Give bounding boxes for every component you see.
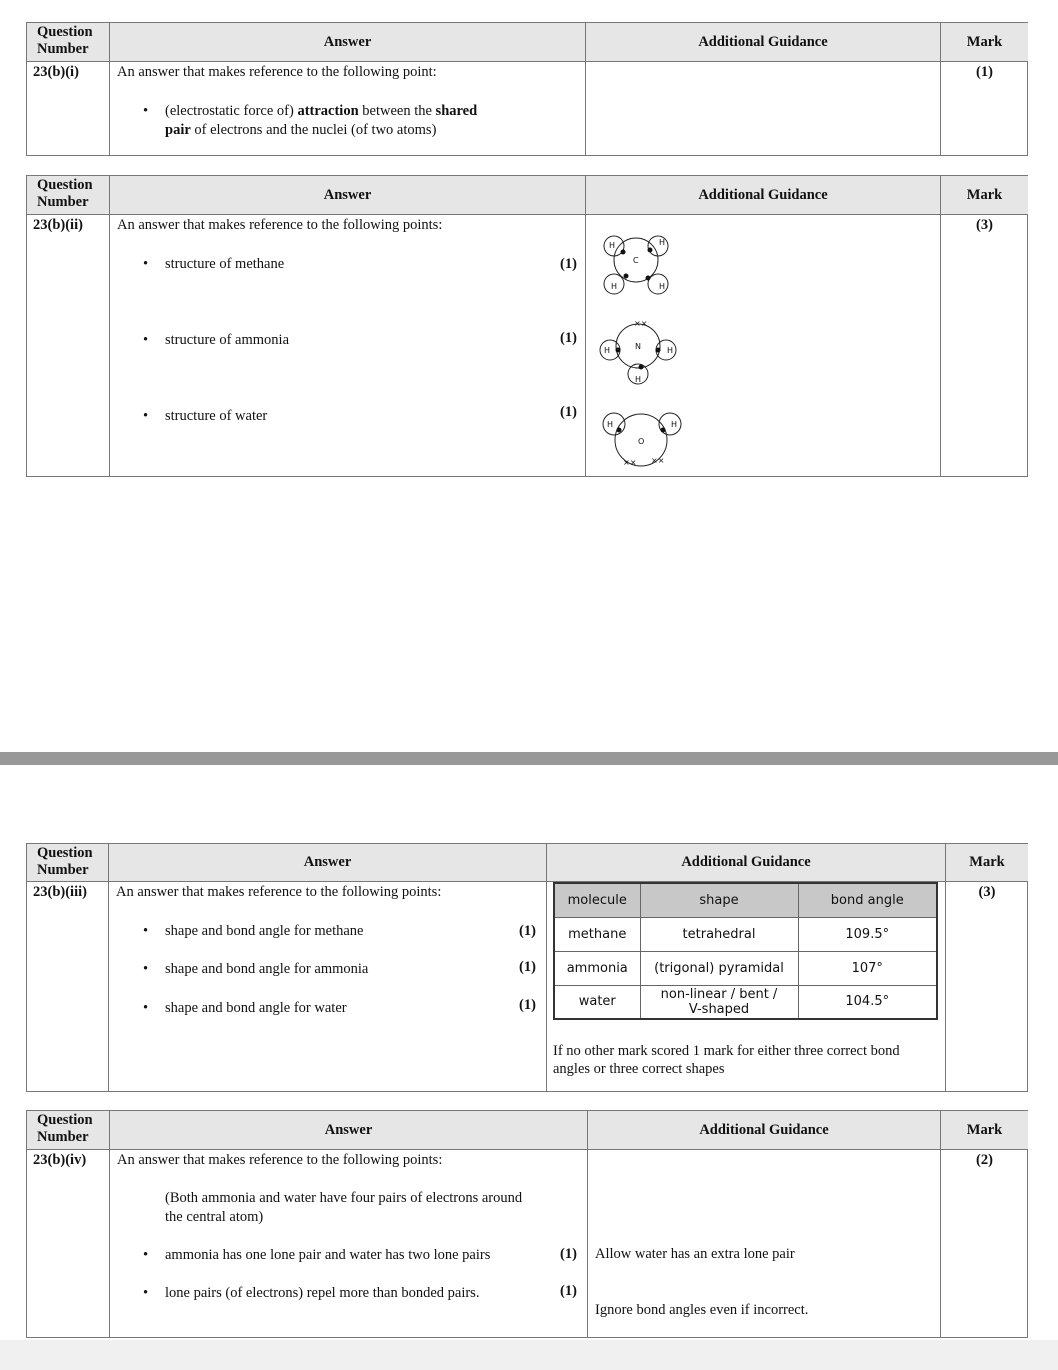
answer-header: Answer — [110, 23, 585, 62]
question-number: 23(b)(i) — [33, 64, 79, 80]
cell: (trigonal) pyramidal — [640, 951, 798, 985]
svg-text:N: N — [635, 342, 641, 351]
answer-col — [110, 23, 586, 155]
question-number: 23(b)(iv) — [33, 1152, 87, 1168]
svg-text:H: H — [667, 346, 674, 355]
question-23biv-table — [26, 1110, 1028, 1338]
answer-point: • shape and bond angle for methane — [165, 923, 364, 940]
svg-text:H: H — [607, 420, 614, 429]
answer-point: • (electrostatic force of) attraction between the shared pair of electrons and the nuclei (of two atoms) — [165, 102, 545, 140]
answer-point: • structure of ammonia — [165, 332, 289, 349]
qnum-col — [27, 844, 109, 1091]
guidance-header: Additional Guidance — [588, 1111, 940, 1150]
shape-angle-table — [553, 882, 938, 1020]
table-row — [554, 985, 937, 1019]
point-mark: (1) — [560, 404, 577, 420]
svg-text:H: H — [659, 238, 666, 247]
qnum-header: Question Number — [27, 1111, 109, 1150]
mark-col — [941, 23, 1028, 155]
methane-diagram — [604, 236, 668, 294]
svg-text:H: H — [659, 282, 666, 291]
answer-intro: An answer that makes reference to the following points: — [117, 217, 443, 233]
svg-text:H: H — [611, 282, 618, 291]
mark-col — [941, 176, 1028, 476]
mark-header: Mark — [941, 23, 1028, 62]
answer-point: • lone pairs (of electrons) repel more than bonded pairs. — [165, 1285, 479, 1302]
mark-total: (3) — [978, 884, 996, 900]
qnum-header: Question Number — [27, 176, 109, 215]
guidance-col — [586, 176, 941, 476]
question-23bii-table — [26, 175, 1028, 477]
guidance-header: Additional Guidance — [586, 23, 940, 62]
svg-text:××: ×× — [651, 456, 665, 465]
answer-col — [109, 844, 547, 1091]
question-number: 23(b)(ii) — [33, 217, 83, 233]
guidance-note: If no other mark scored 1 mark for either three correct bond angles or three correct shapes — [553, 1043, 900, 1077]
point-mark: (1) — [560, 330, 577, 346]
svg-text:H: H — [604, 346, 611, 355]
qnum-col — [27, 1111, 110, 1337]
cell: methane — [554, 917, 640, 951]
cell: water — [554, 985, 640, 1019]
svg-text:O: O — [638, 437, 645, 446]
point-mark: (1) — [560, 1246, 577, 1262]
table-header-row — [554, 883, 937, 917]
point-mark: (1) — [519, 959, 536, 975]
guidance-header: Additional Guidance — [586, 176, 940, 215]
answer-point: • structure of methane — [165, 256, 284, 273]
qnum-col — [27, 176, 110, 476]
mark-total: (1) — [976, 64, 993, 80]
point-mark: (1) — [560, 1283, 577, 1299]
qnum-col — [27, 23, 110, 155]
question-number: 23(b)(iii) — [33, 884, 87, 900]
page-footer-strip — [0, 1340, 1058, 1370]
answer-col — [110, 1111, 588, 1337]
col-header: molecule — [554, 883, 640, 917]
svg-text:××: ×× — [634, 319, 648, 328]
svg-text:H: H — [671, 420, 678, 429]
question-23bi-table — [26, 22, 1028, 156]
answer-col — [110, 176, 586, 476]
cell: tetrahedral — [640, 917, 798, 951]
answer-intro: An answer that makes reference to the following points: — [117, 1152, 443, 1168]
page-separator — [0, 752, 1058, 765]
guidance-text: Allow water has an extra lone pair — [595, 1246, 795, 1262]
col-header: shape — [640, 883, 798, 917]
cell: 109.5° — [798, 917, 937, 951]
answer-header: Answer — [109, 844, 546, 882]
point-mark: (1) — [560, 256, 577, 272]
water-diagram — [603, 413, 681, 467]
cell: ammonia — [554, 951, 640, 985]
answer-header: Answer — [110, 1111, 587, 1150]
mark-col — [946, 844, 1028, 1091]
answer-point: • ammonia has one lone pair and water has two lone pairs — [165, 1247, 490, 1264]
answer-header: Answer — [110, 176, 585, 215]
qnum-header: Question Number — [27, 23, 109, 62]
svg-text:C: C — [633, 256, 639, 265]
dot-cross-diagrams — [596, 228, 696, 478]
point-mark: (1) — [519, 997, 536, 1013]
guidance-text: Ignore bond angles even if incorrect. — [595, 1302, 809, 1318]
svg-text:××: ×× — [623, 458, 637, 467]
mark-header: Mark — [941, 1111, 1028, 1150]
guidance-col — [588, 1111, 941, 1337]
svg-text:H: H — [635, 375, 642, 384]
answer-point: • structure of water — [165, 408, 267, 425]
answer-intro: An answer that makes reference to the following point: — [117, 64, 437, 80]
col-header: bond angle — [798, 883, 937, 917]
table-row — [554, 917, 937, 951]
answer-point: • shape and bond angle for ammonia — [165, 961, 368, 978]
mark-header: Mark — [941, 176, 1028, 215]
mark-col — [941, 1111, 1028, 1337]
guidance-col — [586, 23, 941, 155]
answer-point: • shape and bond angle for water — [165, 1000, 347, 1017]
answer-intro: An answer that makes reference to the following points: — [116, 884, 442, 900]
cell: 104.5° — [798, 985, 937, 1019]
svg-text:H: H — [609, 241, 616, 250]
guidance-col — [547, 844, 946, 1091]
point-mark: (1) — [519, 923, 536, 939]
table-row — [554, 951, 937, 985]
mark-header: Mark — [946, 844, 1028, 882]
cell: 107° — [798, 951, 937, 985]
cell: non-linear / bent / V-shaped — [640, 985, 798, 1019]
mark-total: (2) — [976, 1152, 993, 1168]
qnum-header: Question Number — [27, 844, 108, 882]
mark-total: (3) — [976, 217, 993, 233]
answer-context: (Both ammonia and water have four pairs of electrons around the central atom) — [165, 1190, 523, 1225]
guidance-header: Additional Guidance — [547, 844, 945, 882]
question-23biii-table — [26, 843, 1028, 1092]
ammonia-diagram — [600, 319, 676, 384]
